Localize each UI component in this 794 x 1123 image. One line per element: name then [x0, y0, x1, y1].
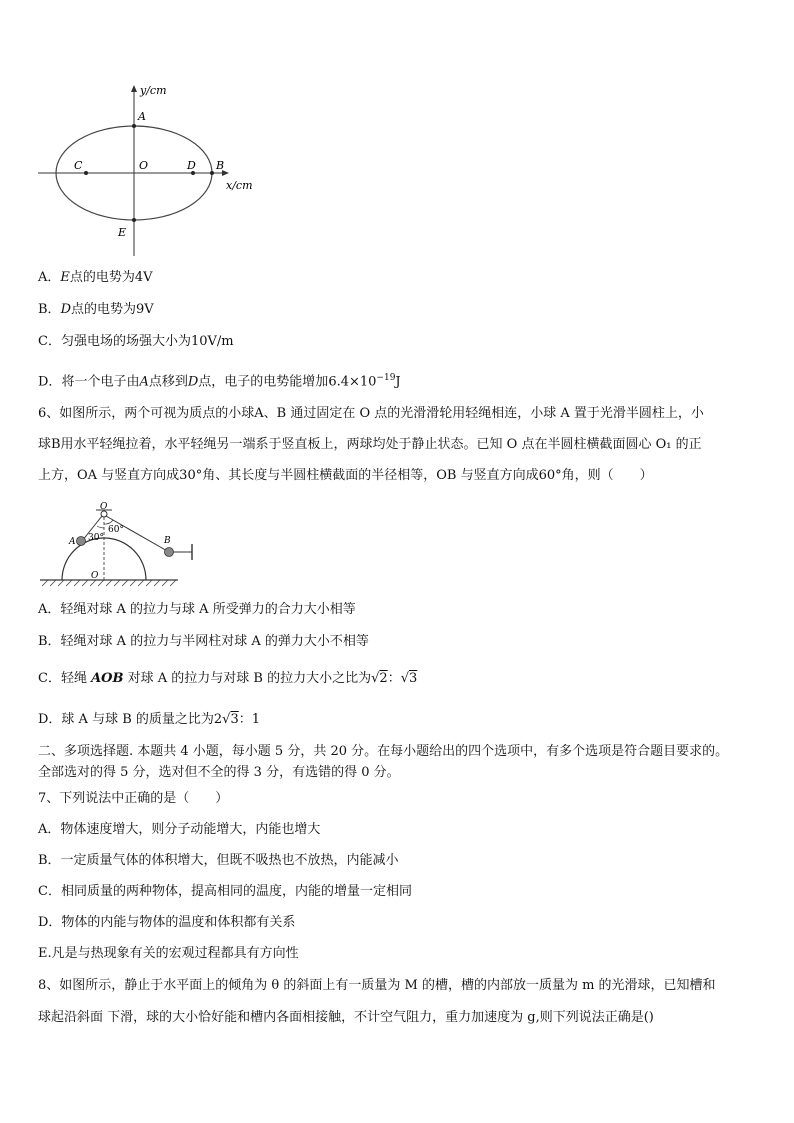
- ball-a: [77, 537, 86, 546]
- point-c-label: C: [74, 159, 83, 172]
- point-d-label: D: [187, 159, 196, 172]
- label-b: B: [164, 536, 171, 546]
- section2-line2: 全部选对的得 5 分，选对但不全的得 3 分，有选错的得 0 分。: [38, 765, 400, 780]
- point-e-dot: [132, 218, 136, 222]
- pulley-figure: [36, 500, 206, 592]
- q6-option-d: D．球 A 与球 B 的质量之比为2√3：1: [38, 712, 261, 727]
- q7-stem: 7、下列说法中正确的是（ ）: [38, 791, 229, 806]
- q5-option-d: D．将一个电子由A点移到D点，电子的电势能增加$6.4\times 10^{-19}J$: [38, 373, 401, 390]
- y-axis-label: y/cm: [140, 84, 167, 97]
- q5-option-b: B．D点的电势为9V: [38, 302, 154, 317]
- q5-option-c: C．匀强电场的场强大小为10V/m: [38, 334, 234, 349]
- point-a-dot: [132, 124, 136, 128]
- point-c-dot: [84, 171, 88, 175]
- q6-option-c: C．轻绳 AOB 对球 A 的拉力与对球 B 的拉力大小之比为√2：√3: [38, 671, 418, 686]
- label-a: A: [69, 537, 76, 547]
- point-a-label: A: [138, 110, 146, 123]
- q6-stem-line2: 球B用水平轻绳拉着，水平轻绳另一端系于竖直板上，两球均处于静止状态。已知 O 点在半圆柱横截面圆心 O₁ 的正: [38, 437, 702, 452]
- ellipse-figure: [30, 78, 270, 260]
- ball-b: [165, 548, 174, 557]
- q8-line2: 球起沿斜面 下滑，球的大小恰好能和槽内各面相接触，不计空气阻力，重力加速度为 g,则下列说法正确是(): [38, 1010, 654, 1025]
- q7-option-e: E.凡是与热现象有关的宏观过程都具有方向性: [38, 946, 299, 961]
- angle-arc-30: [97, 526, 104, 528]
- angle-arc-60: [104, 520, 113, 524]
- q6-option-b: B．轻绳对球 A 的拉力与半网柱对球 A 的弹力大小不相等: [38, 634, 369, 649]
- q6-option-a: A．轻绳对球 A 的拉力与球 A 所受弹力的合力大小相等: [38, 602, 356, 617]
- sqrt-3: √3: [400, 671, 418, 686]
- label-o1: O: [91, 571, 99, 581]
- label-o: O: [100, 502, 108, 512]
- point-b-label: B: [216, 159, 225, 172]
- q5-option-a: A．E点的电势为4V: [38, 270, 153, 285]
- q7-option-d: D．物体的内能与物体的温度和体积都有关系: [38, 915, 296, 930]
- point-e-label: E: [118, 226, 127, 239]
- q8-line1: 8、如图所示，静止于水平面上的倾角为 θ 的斜面上有一质量为 M 的槽，槽的内部放一质量为 m 的光滑球，已知槽和: [38, 978, 716, 993]
- q6-stem-line3: 上方，OA 与竖直方向成30°角、其长度与半圆柱横截面的半径相等，OB 与竖直方向成60°角，则（ ）: [38, 468, 653, 483]
- section2-line1: 二、多项选择题. 本题共 4 小题，每小题 5 分，共 20 分。在每小题给出的四个选项中，有多个选项是符合题目要求的。: [38, 744, 729, 759]
- q7-option-c: C．相同质量的两种物体，提高相同的温度，内能的增量一定相同: [38, 884, 412, 899]
- q7-option-b: B．一定质量气体的体积增大，但既不吸热也不放热，内能减小: [38, 853, 399, 868]
- point-o-label: O: [139, 159, 149, 172]
- label-angle-60: 60°: [108, 525, 124, 535]
- sqrt-2: √2: [371, 671, 388, 686]
- q6-stem-line1: 6、如图所示，两个可视为质点的小球A、B 通过固定在 O 点的光滑滑轮用轻绳相连，小球 A 置于光滑半圆柱上，小: [38, 406, 704, 421]
- ground-hatch: [42, 580, 176, 586]
- q7-option-a: A．物体速度增大，则分子动能增大，内能也增大: [38, 822, 321, 837]
- x-axis-label: x/cm: [226, 179, 253, 192]
- label-angle-30: 30°: [88, 533, 104, 543]
- point-b-dot: [210, 171, 214, 175]
- sqrt-3-d: √3: [222, 712, 239, 727]
